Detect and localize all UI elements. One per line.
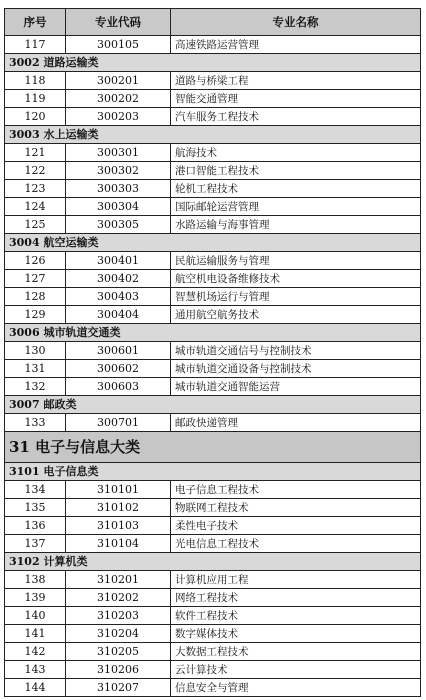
table-row (5, 90, 421, 108)
table-row (5, 661, 421, 679)
row-name: 信息安全与管理 (171, 679, 421, 697)
row-index: 133 (5, 414, 66, 432)
row-name: 电子信息工程技术 (171, 481, 421, 499)
major-category-label: 31 电子与信息大类 (5, 432, 421, 463)
category-row (5, 553, 421, 571)
row-name: 汽车服务工程技术 (171, 108, 421, 126)
row-index: 119 (5, 90, 66, 108)
row-index: 126 (5, 252, 66, 270)
table-row (5, 144, 421, 162)
row-index: 130 (5, 342, 66, 360)
row-index: 128 (5, 288, 66, 306)
table-row (5, 36, 421, 54)
row-name: 网络工程技术 (171, 589, 421, 607)
row-code: 310104 (66, 535, 171, 553)
category-label: 3007 邮政类 (5, 396, 421, 414)
table-row (5, 535, 421, 553)
row-name: 水路运输与海事管理 (171, 216, 421, 234)
category-row (5, 54, 421, 72)
row-name: 城市轨道交通信号与控制技术 (171, 342, 421, 360)
row-code: 310102 (66, 499, 171, 517)
header-name: 专业名称 (171, 9, 421, 36)
row-code: 300602 (66, 360, 171, 378)
row-index: 138 (5, 571, 66, 589)
row-code: 310207 (66, 679, 171, 697)
row-code: 310202 (66, 589, 171, 607)
table-row (5, 378, 421, 396)
row-name: 数字媒体技术 (171, 625, 421, 643)
major-catalog-table (4, 8, 421, 697)
table-row (5, 589, 421, 607)
table-row (5, 607, 421, 625)
table-row (5, 216, 421, 234)
row-name: 光电信息工程技术 (171, 535, 421, 553)
row-code: 300301 (66, 144, 171, 162)
row-name: 城市轨道交通设备与控制技术 (171, 360, 421, 378)
table-row (5, 270, 421, 288)
row-name: 航空机电设备维修技术 (171, 270, 421, 288)
header-code: 专业代码 (66, 9, 171, 36)
row-code: 310201 (66, 571, 171, 589)
category-row (5, 234, 421, 252)
category-label: 3102 计算机类 (5, 553, 421, 571)
table-row (5, 180, 421, 198)
row-code: 300201 (66, 72, 171, 90)
row-index: 123 (5, 180, 66, 198)
row-index: 121 (5, 144, 66, 162)
table-row (5, 288, 421, 306)
row-index: 136 (5, 517, 66, 535)
table-row (5, 252, 421, 270)
row-code: 310101 (66, 481, 171, 499)
row-name: 通用航空航务技术 (171, 306, 421, 324)
category-row (5, 396, 421, 414)
row-name: 智能交通管理 (171, 90, 421, 108)
table-row (5, 198, 421, 216)
table-row (5, 360, 421, 378)
row-index: 122 (5, 162, 66, 180)
row-name: 物联网工程技术 (171, 499, 421, 517)
row-name: 高速铁路运营管理 (171, 36, 421, 54)
row-code: 300304 (66, 198, 171, 216)
table-row (5, 72, 421, 90)
row-index: 125 (5, 216, 66, 234)
row-code: 310206 (66, 661, 171, 679)
row-name: 柔性电子技术 (171, 517, 421, 535)
row-index: 132 (5, 378, 66, 396)
row-name: 计算机应用工程 (171, 571, 421, 589)
row-code: 310205 (66, 643, 171, 661)
row-index: 143 (5, 661, 66, 679)
row-name: 航海技术 (171, 144, 421, 162)
category-row (5, 324, 421, 342)
row-code: 300401 (66, 252, 171, 270)
row-name: 轮机工程技术 (171, 180, 421, 198)
table-row (5, 481, 421, 499)
header-index: 序号 (5, 9, 66, 36)
category-label: 3004 航空运输类 (5, 234, 421, 252)
row-name: 邮政快递管理 (171, 414, 421, 432)
row-code: 300203 (66, 108, 171, 126)
row-code: 310103 (66, 517, 171, 535)
table-row (5, 108, 421, 126)
row-index: 142 (5, 643, 66, 661)
category-label: 3101 电子信息类 (5, 463, 421, 481)
row-name: 云计算技术 (171, 661, 421, 679)
row-index: 131 (5, 360, 66, 378)
row-code: 300403 (66, 288, 171, 306)
table-header (5, 9, 421, 36)
row-code: 310204 (66, 625, 171, 643)
row-name: 民航运输服务与管理 (171, 252, 421, 270)
table-row (5, 414, 421, 432)
row-code: 300303 (66, 180, 171, 198)
header-row (5, 9, 421, 36)
category-row (5, 463, 421, 481)
catalog-table-container (4, 8, 420, 697)
row-code: 300601 (66, 342, 171, 360)
table-body (5, 36, 421, 697)
table-row (5, 679, 421, 697)
row-index: 124 (5, 198, 66, 216)
table-row (5, 342, 421, 360)
row-index: 134 (5, 481, 66, 499)
row-code: 300701 (66, 414, 171, 432)
row-index: 137 (5, 535, 66, 553)
category-label: 3002 道路运输类 (5, 54, 421, 72)
row-index: 127 (5, 270, 66, 288)
row-index: 141 (5, 625, 66, 643)
row-index: 129 (5, 306, 66, 324)
row-name: 软件工程技术 (171, 607, 421, 625)
table-row (5, 625, 421, 643)
row-code: 300603 (66, 378, 171, 396)
table-row (5, 571, 421, 589)
category-label: 3003 水上运输类 (5, 126, 421, 144)
row-name: 大数据工程技术 (171, 643, 421, 661)
row-index: 118 (5, 72, 66, 90)
table-row (5, 517, 421, 535)
table-row (5, 643, 421, 661)
table-row (5, 499, 421, 517)
row-index: 139 (5, 589, 66, 607)
table-row (5, 162, 421, 180)
row-index: 140 (5, 607, 66, 625)
row-code: 300302 (66, 162, 171, 180)
row-index: 135 (5, 499, 66, 517)
row-code: 300202 (66, 90, 171, 108)
category-row (5, 126, 421, 144)
row-code: 300105 (66, 36, 171, 54)
row-name: 道路与桥梁工程 (171, 72, 421, 90)
row-name: 城市轨道交通智能运营 (171, 378, 421, 396)
row-index: 144 (5, 679, 66, 697)
row-name: 智慧机场运行与管理 (171, 288, 421, 306)
row-code: 300404 (66, 306, 171, 324)
row-code: 310203 (66, 607, 171, 625)
major-category-row (5, 432, 421, 463)
table-row (5, 306, 421, 324)
row-index: 117 (5, 36, 66, 54)
row-code: 300402 (66, 270, 171, 288)
row-code: 300305 (66, 216, 171, 234)
row-name: 国际邮轮运营管理 (171, 198, 421, 216)
row-index: 120 (5, 108, 66, 126)
category-label: 3006 城市轨道交通类 (5, 324, 421, 342)
row-name: 港口智能工程技术 (171, 162, 421, 180)
